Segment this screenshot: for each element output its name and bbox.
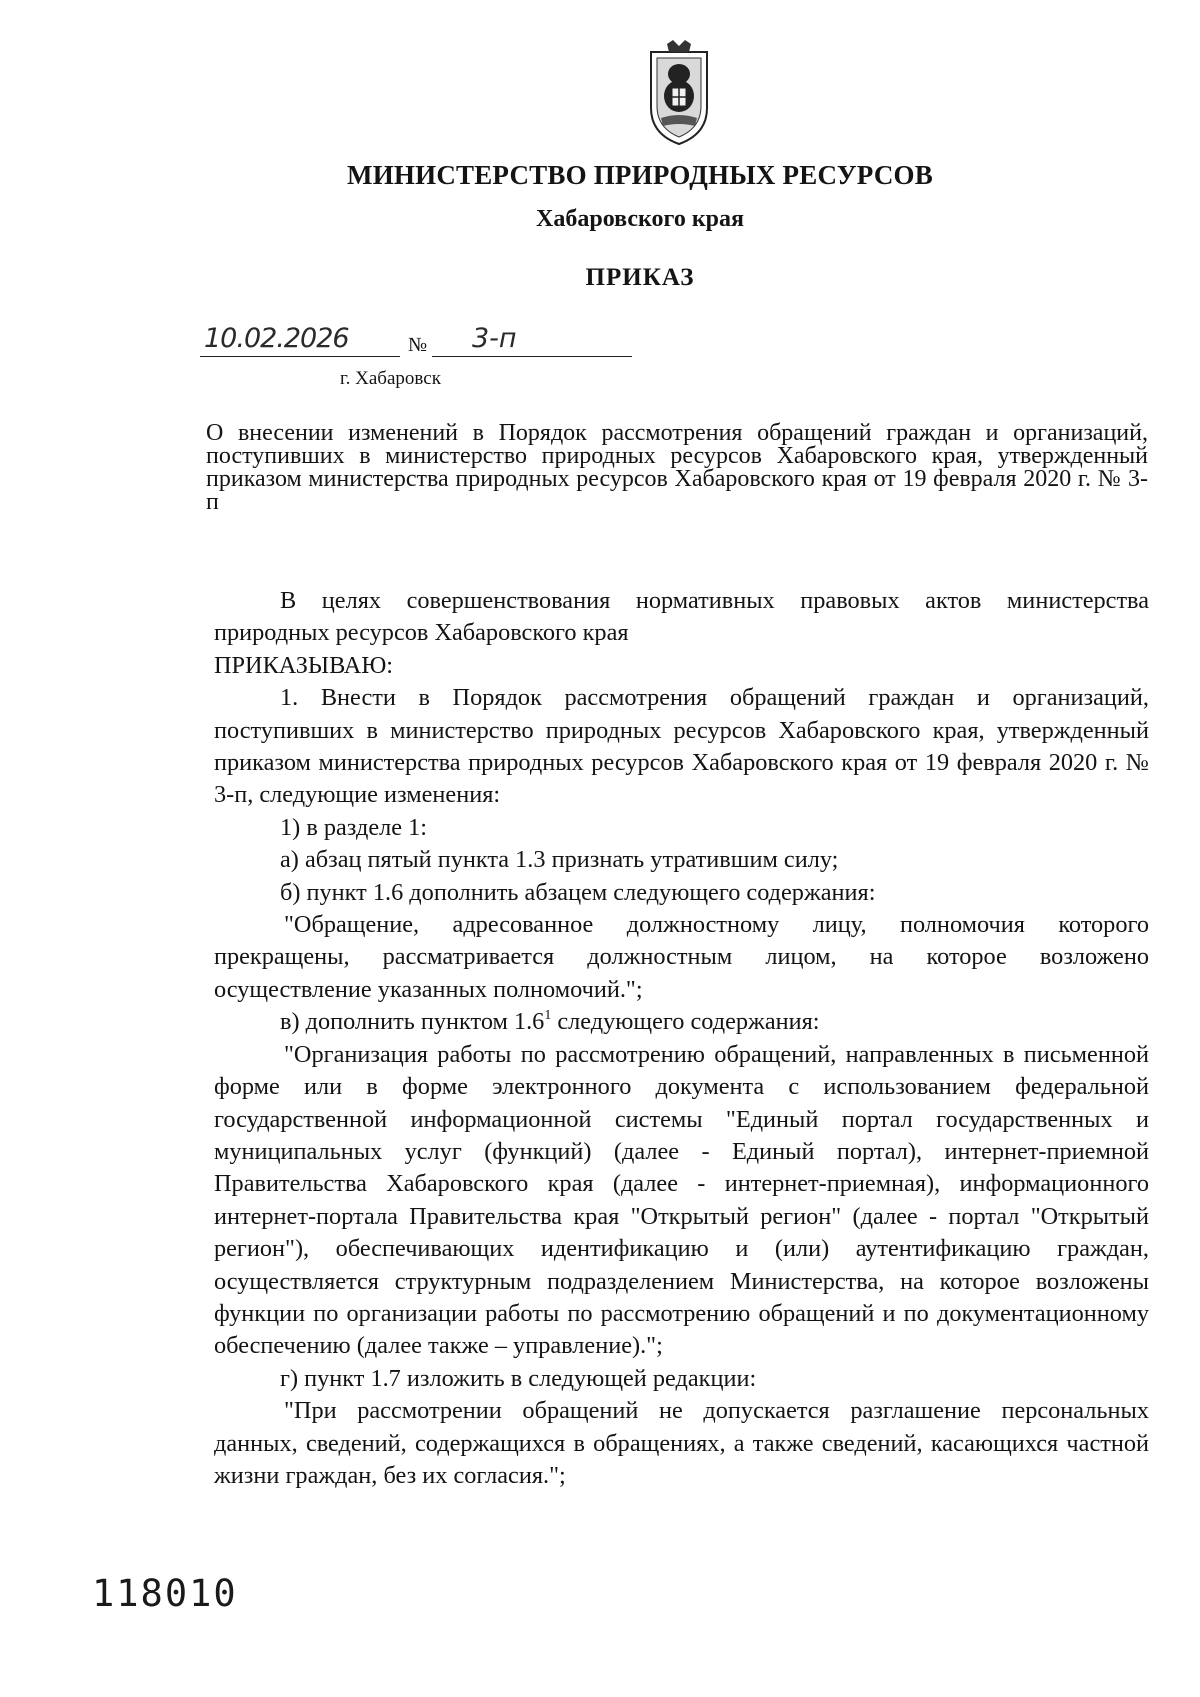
subitem-a: а) абзац пятый пункта 1.3 признать утратившим силу; bbox=[280, 846, 839, 874]
number-label: № bbox=[408, 334, 428, 356]
quote-v: "Организация работы по рассмотрению обращений, направленных в письменной форме или в форме электронного документа с использованием федеральной государственной информационной системы "Единый портал государственных и муниципальных услуг (функций) (далее - Единый портал), интернет-приемной Правительства Хабаровского края (далее - интернет-приемная), информационного интернет-портала Правительства края "Открытый регион" (далее - портал "Открытый регион"), обеспечивающих идентификацию и (или) аутентификацию граждан, осуществляется структурным подразделением Министерства, на которое возложены функции по организации работы по рассмотрению обращений и по документационному обеспечению (далее также – управление)."; bbox=[214, 1040, 1149, 1360]
paragraph-1: 1. Внести в Порядок рассмотрения обращений граждан и организаций, поступивших в министерство природных ресурсов Хабаровского края, утвержденный приказом министерства природных ресурсов Хабаровского края от 19 февраля 2020 г. № 3-п, следующие изменения: bbox=[214, 684, 1149, 809]
subitem-b: б) пункт 1.6 дополнить абзацем следующего содержания: bbox=[280, 878, 876, 906]
quote-g: "При рассмотрении обращений не допускается разглашение персональных данных, сведений, содержащихся в обращениях, а также сведений, касающихся частной жизни граждан, без их согласия."; bbox=[214, 1397, 1149, 1489]
subitem-v bbox=[214, 1006, 1149, 1038]
registration-line bbox=[200, 322, 640, 362]
order-subject: О внесении изменений в Порядок рассмотрения обращений граждан и организаций, поступивших в министерство природных ресурсов Хабаровского края, утвержденный приказом министерства природных ресурсов Хабаровского края от 19 февраля 2020 г. № 3-п bbox=[206, 420, 1148, 515]
handwritten-number: 3-п bbox=[432, 322, 632, 357]
issue-city: г. Хабаровск bbox=[340, 368, 441, 389]
order-body bbox=[214, 585, 1149, 1492]
subitem-v-tail: следующего содержания: bbox=[551, 1008, 820, 1036]
intro-paragraph: В целях совершенствования нормативных правовых актов министерства природных ресурсов Хабаровского края bbox=[214, 587, 1149, 647]
document-code: 118010 bbox=[92, 1572, 238, 1615]
subitem-1: 1) в разделе 1: bbox=[280, 813, 427, 841]
order-word: ПРИКАЗЫВАЮ: bbox=[214, 651, 394, 679]
subitem-g: г) пункт 1.7 изложить в следующей редакции: bbox=[280, 1364, 757, 1392]
document-type: ПРИКАЗ bbox=[585, 264, 695, 291]
subitem-v-text: в) дополнить пунктом 1.6 bbox=[280, 1008, 545, 1036]
coat-of-arms-icon bbox=[643, 38, 715, 148]
handwritten-date: 10.02.2026 bbox=[200, 322, 400, 357]
quote-b: "Обращение, адресованное должностному лицу, полномочия которого прекращены, рассматривается должностным лицом, на которое возложено осуществление указанных полномочий."; bbox=[214, 911, 1149, 1003]
superscript: 1 bbox=[544, 1008, 552, 1024]
region-subtitle: Хабаровского края bbox=[536, 206, 744, 232]
ministry-title: МИНИСТЕРСТВО ПРИРОДНЫХ РЕСУРСОВ bbox=[347, 160, 933, 190]
